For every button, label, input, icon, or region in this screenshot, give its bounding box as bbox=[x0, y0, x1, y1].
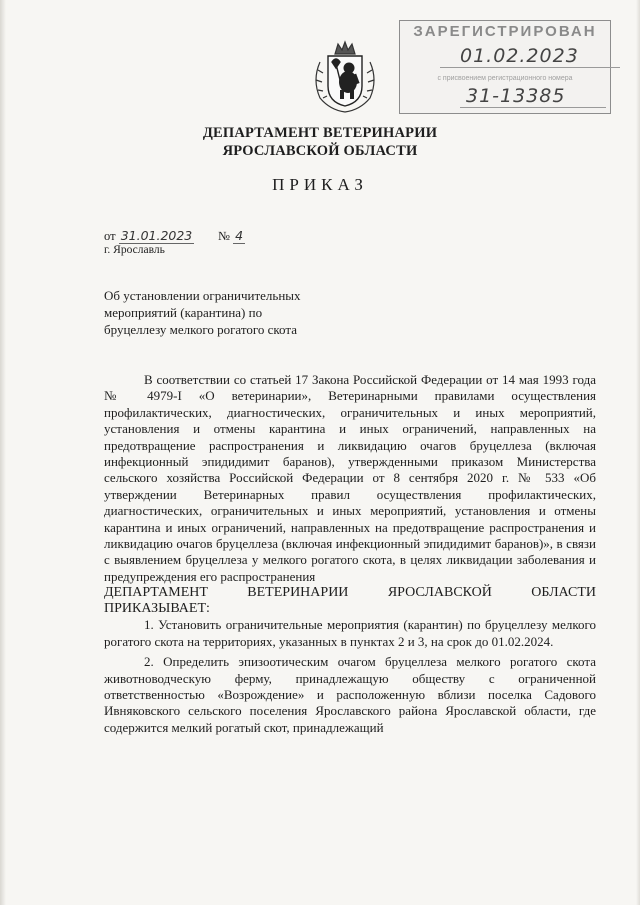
order-word: ВЕТЕРИНАРИИ bbox=[247, 585, 349, 601]
registration-stamp bbox=[399, 20, 611, 114]
org-line: ЯРОСЛАВСКОЙ ОБЛАСТИ bbox=[222, 143, 418, 159]
order-item-2: 2. Определить эпизоотическим очагом бруцеллеза мелкого рогатого скота животноводческую ферму, принадлежащую обществу с ограниченной ответственностью «Возрождение» и расположенную вблизи поселка Садового Ивняковского сельского поселения Ярославского района Ярославской области, где содержится мелкий рогатый скот, принадлежащий bbox=[104, 654, 596, 735]
document-body bbox=[104, 372, 596, 736]
stamp-number: 31-13385 bbox=[460, 85, 606, 108]
order-item-1: 1. Установить ограничительные мероприятия (карантин) по бруцеллезу мелкого рогатого скота на территориях, указанных в пунктах 2 и 3, на срок до 01.02.2024. bbox=[104, 617, 596, 649]
document-type: ПРИКАЗ bbox=[272, 175, 368, 194]
date-value: 31.01.2023 bbox=[120, 228, 193, 243]
number-prefix: № bbox=[218, 229, 230, 243]
subject-line: Об установлении ограничительных bbox=[104, 288, 301, 303]
stamp-title: ЗАРЕГИСТРИРОВАН bbox=[413, 23, 597, 40]
stamp-date: 01.02.2023 bbox=[440, 45, 620, 68]
preamble-paragraph: В соответствии со статьей 17 Закона Российской Федерации от 14 мая 1993 года № 4979-I «О ветеринарии», Ветеринарными правилами осуществления профилактических, диагностических, ограничительных и иных мероприятий, установления и отмены карантина и иных ограничений, направленных на предотвращение распространения и ликвидацию очагов бруцеллеза (включая инфекционный эпидидимит баранов), утвержденными приказом Министерства сельского хозяйства Российской Федерации от 8 сентября 2020 г. № 533 «Об утверждении Ветеринарных правил осуществления профилактических, диагностических, ограничительных и иных мероприятий, установления и отмены карантина и иных ограничений, направленных на предотвращение распространения и ликвидацию очагов бруцеллеза (включая инфекционный эпидидимит баранов)», в связи с выявлением бруцеллеза у мелкого рогатого скота, в целях ликвидации заболевания и предупреждения его распространения bbox=[104, 372, 596, 584]
stamp-subtitle: с присвоением регистрационного номера bbox=[437, 75, 573, 82]
order-word: ЯРОСЛАВСКОЙ bbox=[387, 585, 492, 601]
document-date bbox=[104, 228, 194, 244]
subject-line: мероприятий (карантина) по bbox=[104, 305, 263, 320]
document-subject bbox=[104, 287, 364, 338]
organization-name bbox=[0, 124, 640, 160]
order-heading-line bbox=[104, 585, 596, 601]
date-prefix: от bbox=[104, 229, 116, 243]
order-heading bbox=[104, 585, 596, 617]
document-number bbox=[218, 228, 245, 244]
coat-of-arms-icon bbox=[310, 40, 380, 114]
org-line: ДЕПАРТАМЕНТ ВЕТЕРИНАРИИ bbox=[202, 125, 438, 141]
order-word: ДЕПАРТАМЕНТ bbox=[104, 585, 208, 601]
document-city: г. Ярославль bbox=[104, 244, 165, 256]
subject-line: бруцеллезу мелкого рогатого скота bbox=[104, 322, 297, 337]
number-value: 4 bbox=[235, 228, 244, 243]
order-verb: ПРИКАЗЫВАЕТ: bbox=[104, 601, 210, 617]
order-word: ОБЛАСТИ bbox=[531, 585, 596, 601]
